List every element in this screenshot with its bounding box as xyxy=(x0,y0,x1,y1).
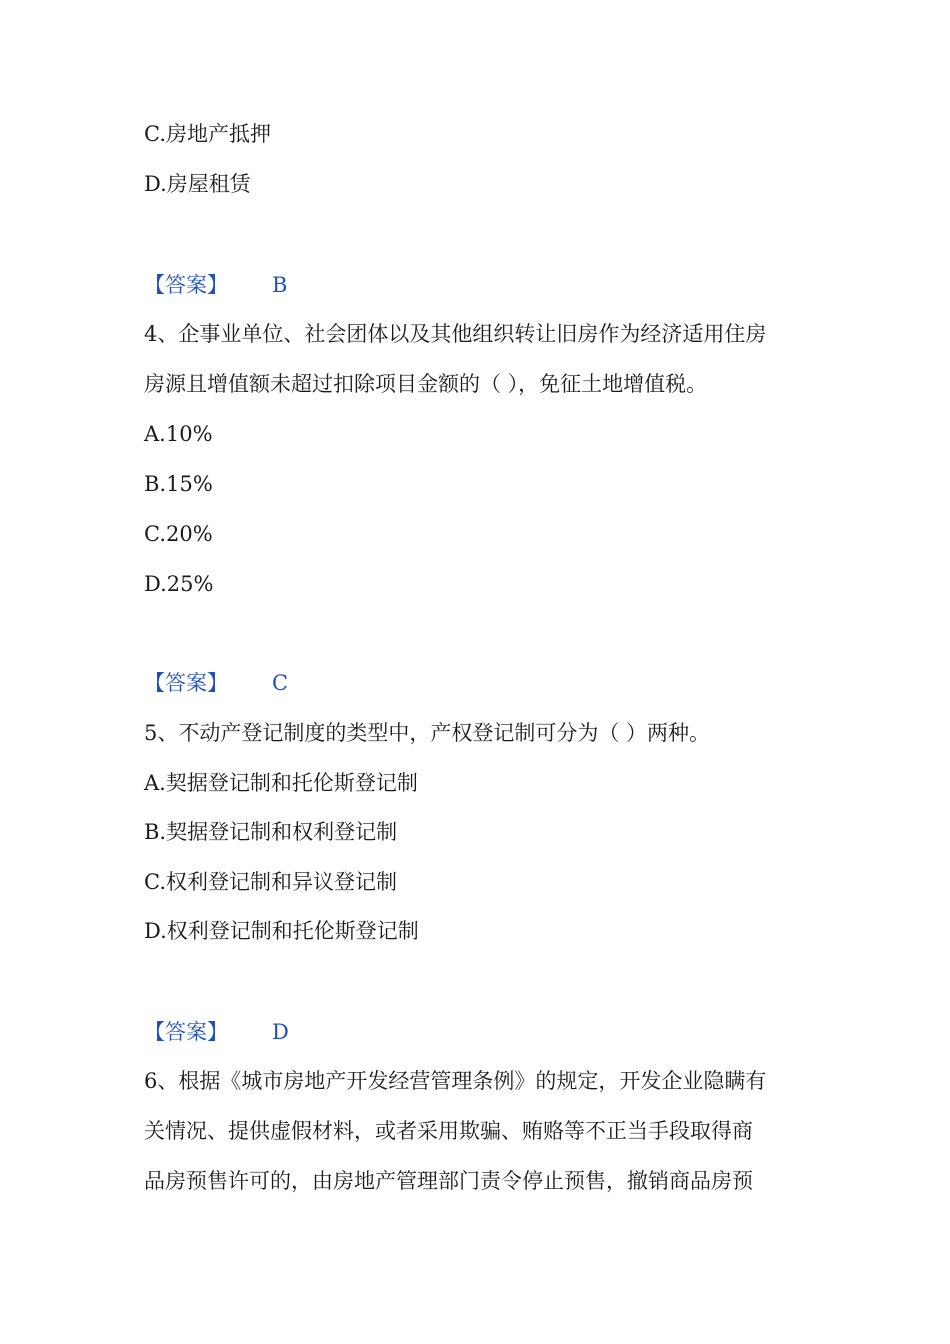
q3-option-c: C.房地产抵押 xyxy=(144,122,271,146)
q4-option-b: B.15% xyxy=(144,472,213,496)
answer-label: 【答案】 xyxy=(144,273,228,297)
answer-letter: C xyxy=(272,671,289,695)
q4-option-c: C.20% xyxy=(144,522,213,546)
q5-answer xyxy=(144,1017,289,1047)
q3-option-d: D.房屋租赁 xyxy=(144,172,251,196)
q5-option-c: C.权利登记制和异议登记制 xyxy=(144,870,397,894)
answer-label: 【答案】 xyxy=(144,1020,228,1044)
q4-answer xyxy=(144,668,288,698)
q5-option-b: B.契据登记制和权利登记制 xyxy=(144,820,398,844)
q3-answer xyxy=(144,270,287,300)
q4-option-d: D.25% xyxy=(144,572,214,596)
q6-stem-line-1: 6、根据《城市房地产开发经营管理条例》的规定，开发企业隐瞒有 xyxy=(144,1069,767,1093)
q4-stem-line-2: 房源且增值额未超过扣除项目金额的（ ），免征土地增值税。 xyxy=(144,372,708,396)
q4-stem-line-1: 4、企事业单位、社会团体以及其他组织转让旧房作为经济适用住房 xyxy=(144,322,767,346)
q5-option-d: D.权利登记制和托伦斯登记制 xyxy=(144,919,419,943)
q6-stem-line-3: 品房预售许可的，由房地产管理部门责令停止预售，撤销商品房预 xyxy=(144,1169,753,1193)
answer-letter: D xyxy=(272,1020,289,1044)
answer-letter: B xyxy=(272,273,288,297)
q5-stem-line-1: 5、不动产登记制度的类型中，产权登记制可分为（ ）两种。 xyxy=(144,721,711,745)
q5-option-a: A.契据登记制和托伦斯登记制 xyxy=(144,771,418,795)
q4-option-a: A.10% xyxy=(144,422,213,446)
q6-stem-line-2: 关情况、提供虚假材料，或者采用欺骗、贿赂等不正当手段取得商 xyxy=(144,1119,753,1143)
answer-label: 【答案】 xyxy=(144,671,228,695)
